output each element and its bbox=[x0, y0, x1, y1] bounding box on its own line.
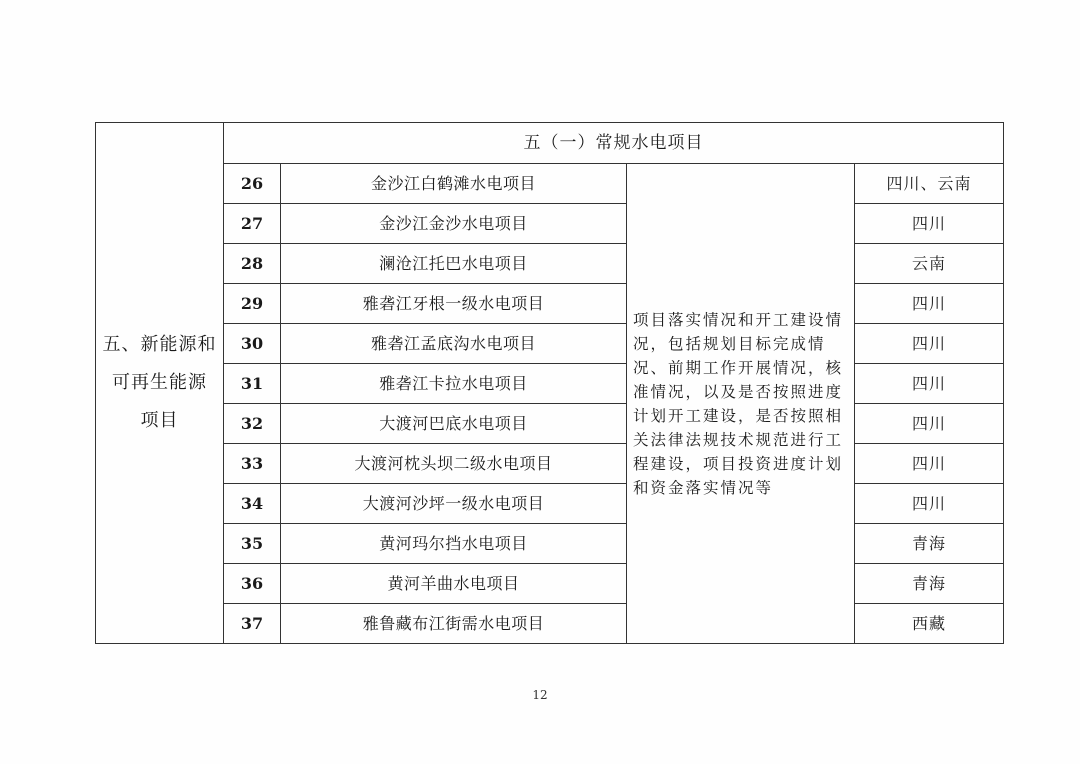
project-number: 33 bbox=[224, 444, 281, 484]
project-region: 青海 bbox=[855, 524, 1004, 564]
project-name: 澜沧江托巴水电项目 bbox=[281, 244, 627, 284]
project-name: 黄河玛尔挡水电项目 bbox=[281, 524, 627, 564]
project-number: 29 bbox=[224, 284, 281, 324]
project-name: 大渡河沙坪一级水电项目 bbox=[281, 484, 627, 524]
project-region: 四川 bbox=[855, 484, 1004, 524]
table-row bbox=[96, 444, 1004, 484]
project-region: 四川 bbox=[855, 204, 1004, 244]
project-number: 34 bbox=[224, 484, 281, 524]
project-region: 四川 bbox=[855, 404, 1004, 444]
project-name: 金沙江金沙水电项目 bbox=[281, 204, 627, 244]
project-number: 37 bbox=[224, 604, 281, 644]
project-name: 大渡河枕头坝二级水电项目 bbox=[281, 444, 627, 484]
project-number: 30 bbox=[224, 324, 281, 364]
table-row bbox=[96, 164, 1004, 204]
project-region: 云南 bbox=[855, 244, 1004, 284]
project-name: 雅砻江牙根一级水电项目 bbox=[281, 284, 627, 324]
description-cell: 项目落实情况和开工建设情况，包括规划目标完成情况、前期工作开展情况，核准情况，以及是否按照进度计划开工建设，是否按照相关法律法规技术规范进行工程建设，项目投资进度计划和资金落实情况等 bbox=[627, 164, 855, 644]
project-region: 四川 bbox=[855, 284, 1004, 324]
project-region: 西藏 bbox=[855, 604, 1004, 644]
table-row bbox=[96, 204, 1004, 244]
table-row bbox=[96, 564, 1004, 604]
project-number: 35 bbox=[224, 524, 281, 564]
project-number: 27 bbox=[224, 204, 281, 244]
section-title: 五（一）常规水电项目 bbox=[224, 123, 1004, 164]
project-number: 31 bbox=[224, 364, 281, 404]
project-region: 四川 bbox=[855, 364, 1004, 404]
project-name: 雅砻江孟底沟水电项目 bbox=[281, 324, 627, 364]
project-name: 大渡河巴底水电项目 bbox=[281, 404, 627, 444]
table-row bbox=[96, 484, 1004, 524]
category-line: 五、新能源和 bbox=[102, 334, 217, 355]
category-cell bbox=[96, 123, 224, 644]
project-number: 32 bbox=[224, 404, 281, 444]
table-row bbox=[96, 524, 1004, 564]
table-row bbox=[96, 244, 1004, 284]
project-region: 四川 bbox=[855, 324, 1004, 364]
project-table bbox=[95, 122, 1004, 644]
table-row bbox=[96, 324, 1004, 364]
page-number: 12 bbox=[532, 688, 548, 702]
project-region: 四川 bbox=[855, 444, 1004, 484]
project-region: 四川、云南 bbox=[855, 164, 1004, 204]
category-line: 可再生能源 bbox=[112, 372, 207, 393]
category-line: 项目 bbox=[140, 410, 179, 431]
project-name: 雅鲁藏布江街需水电项目 bbox=[281, 604, 627, 644]
table-row bbox=[96, 604, 1004, 644]
table-row bbox=[96, 284, 1004, 324]
project-number: 36 bbox=[224, 564, 281, 604]
project-name: 金沙江白鹤滩水电项目 bbox=[281, 164, 627, 204]
project-region: 青海 bbox=[855, 564, 1004, 604]
project-name: 黄河羊曲水电项目 bbox=[281, 564, 627, 604]
table-row bbox=[96, 364, 1004, 404]
project-number: 28 bbox=[224, 244, 281, 284]
project-number: 26 bbox=[224, 164, 281, 204]
table-row bbox=[96, 404, 1004, 444]
project-name: 雅砻江卡拉水电项目 bbox=[281, 364, 627, 404]
